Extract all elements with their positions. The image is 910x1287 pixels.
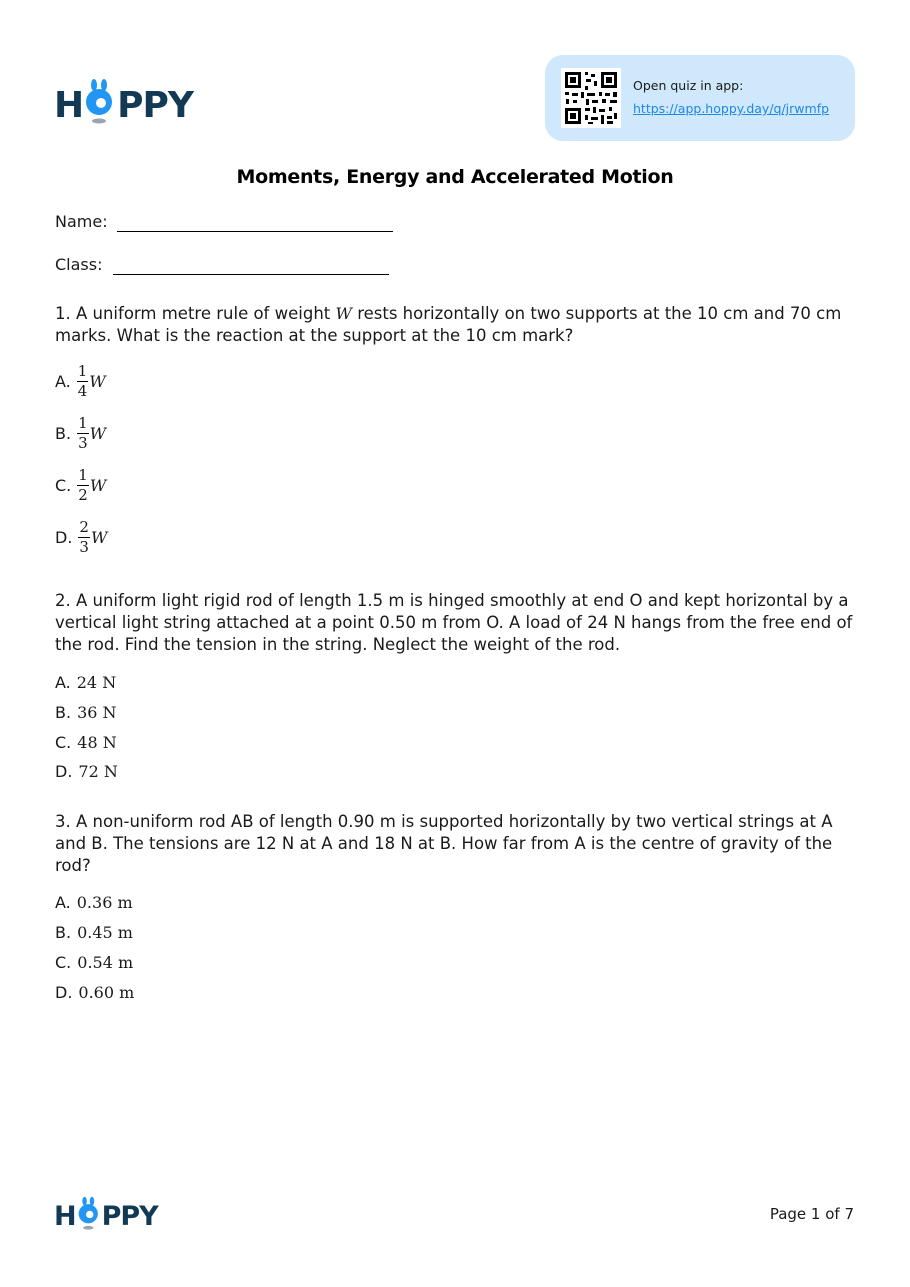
question-3-option-d[interactable]: D. 0.60 m <box>55 983 135 1002</box>
footer-hoppy-logo <box>54 1196 158 1230</box>
question-1-text-after: rests horizontally on two supports at the 10 cm and 70 cm marks. What is the reaction at the support at the 10 cm mark? <box>55 304 842 345</box>
question-2-option-d[interactable]: D. 72 N <box>55 762 118 781</box>
page-title: Moments, Energy and Accelerated Motion <box>236 166 674 188</box>
bunny-o-icon <box>83 78 117 124</box>
question-1-var: W <box>335 304 352 323</box>
quiz-link[interactable]: https://app.hoppy.day/q/jrwmfp <box>633 101 830 116</box>
footer-logo-letter-h: H <box>54 1201 76 1232</box>
question-1-option-d[interactable]: D. $\frac{2}{3}$ W <box>55 518 108 556</box>
name-label: Name: <box>55 212 108 231</box>
question-2-option-a[interactable]: A. 24 N <box>55 673 117 692</box>
footer-bunny-o-icon <box>76 1196 102 1230</box>
name-line[interactable] <box>117 231 393 232</box>
qr-prompt: Open quiz in app: <box>633 78 744 93</box>
qr-code-icon[interactable] <box>561 68 621 128</box>
footer-logo-letters-ppy: PPY <box>101 1201 158 1232</box>
question-1-option-c[interactable]: C. $\frac{1}{2}$ W <box>55 466 107 504</box>
qr-card <box>545 55 855 141</box>
question-1-text-before: 1. A uniform metre rule of weight <box>55 304 336 323</box>
class-field[interactable] <box>55 255 102 274</box>
question-2-option-b[interactable]: B. 36 N <box>55 703 117 722</box>
page-number: Page 1 of 7 <box>769 1205 854 1223</box>
question-1-option-b[interactable]: B. $\frac{1}{3}$ W <box>55 414 107 452</box>
question-3-option-b[interactable]: B. 0.45 m <box>55 923 133 942</box>
question-3: 3. A non-uniform rod AB of length 0.90 m is supported horizontally by two vertical strings at A and B. The tensions are 12 N at A and 18 N at B. How far from A is the centre of gravity of the rod? <box>55 812 833 875</box>
question-3-option-a[interactable]: A. 0.36 m <box>55 893 133 912</box>
question-3-option-c[interactable]: C. 0.54 m <box>55 953 134 972</box>
class-label: Class: <box>55 255 103 274</box>
hoppy-logo <box>54 78 193 124</box>
question-1-option-a[interactable]: A. $\frac{1}{4}$ W <box>55 362 106 400</box>
class-line[interactable] <box>113 274 389 275</box>
logo-letters-ppy: PPY <box>117 85 193 126</box>
question-1 <box>55 303 855 347</box>
question-2: 2. A uniform light rigid rod of length 1.5 m is hinged smoothly at end O and kept horizontal by a vertical light string attached at a point 0.50 m from O. A load of 24 N hangs from the free end of the rod. Find the tension in the string. Neglect the weight of the rod. <box>55 591 853 654</box>
question-2-option-c[interactable]: C. 48 N <box>55 733 117 752</box>
name-field[interactable] <box>55 212 108 231</box>
logo-letter-h: H <box>54 85 84 126</box>
